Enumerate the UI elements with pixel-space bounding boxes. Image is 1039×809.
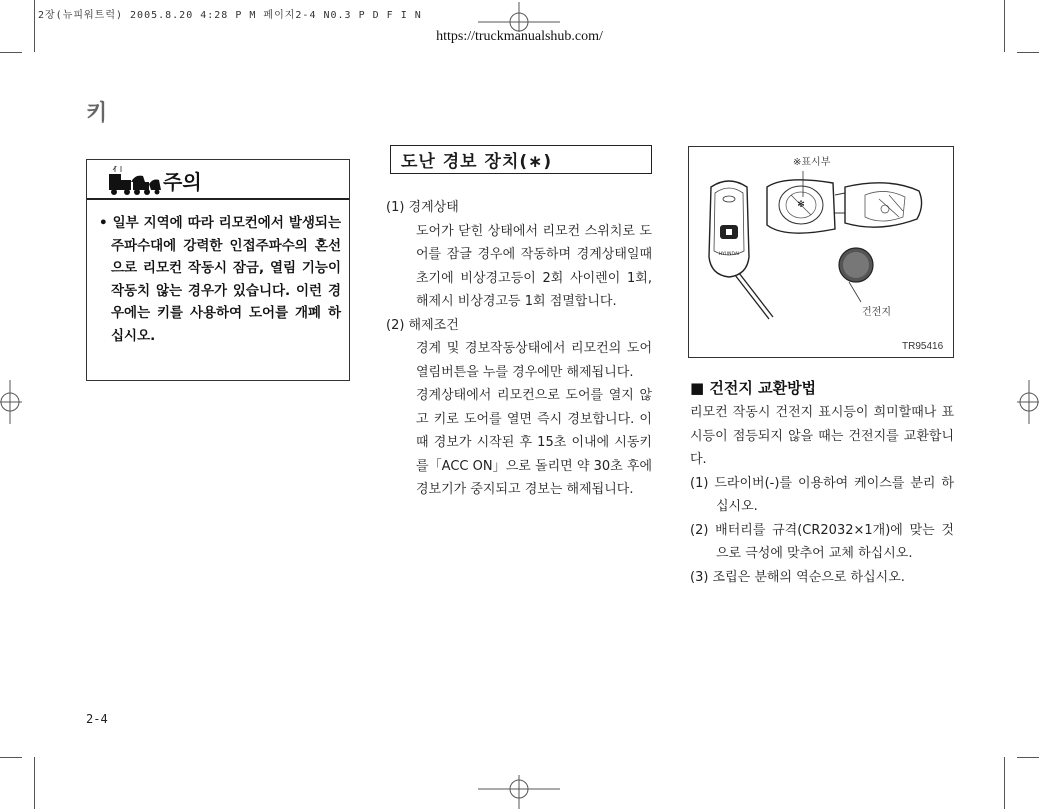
print-meta: 2장(뉴피워트럭) 2005.8.20 4:28 P M 페이지2-4 N0.3 P D F I N (38, 10, 422, 21)
alarm-item-text: 경계 및 경보작동상태에서 리모컨의 도어 열림버튼을 누를 경우에만 해제됩니다. (416, 341, 652, 380)
battery-replace-title: ■ 건전지 교환방법 (690, 379, 817, 397)
caution-text (99, 212, 341, 348)
crop-mark (34, 757, 35, 809)
indicator-label: ※표시부 (793, 157, 831, 168)
crop-mark (0, 52, 22, 53)
remote-key-illustration (689, 147, 953, 357)
alarm-item-label: (2) 해제조건 (386, 317, 459, 333)
battery-replace-step: (2) 배터리를 규격(CR2032×1개)에 맞는 것으로 극성에 맞추어 교체 하십시오. (690, 522, 954, 561)
registration-mark-bottom (478, 775, 560, 809)
source-url[interactable]: https://truckmanualshub.com/ (436, 29, 603, 44)
battery-replace-step: (3) 조립은 분해의 역순으로 하십시오. (690, 569, 905, 585)
caution-box (86, 159, 350, 381)
alarm-item-text: 도어가 닫힌 상태에서 리모컨 스위치로 도어를 잠글 경우에 작동하며 경계상태일때 초기에 비상경고등이 2회 사이렌이 1회, 해제시 비상경고등 1회 점멸합니다. (416, 223, 652, 309)
svg-text:✻: ✻ (797, 200, 805, 210)
registration-mark-right (1017, 380, 1039, 424)
alarm-item-text: 경계상태에서 리모컨으로 도어를 열지 않고 키로 도어를 열면 즉시 경보합니다. 이때 경보가 시작된 후 15초 이내에 시동키를「ACC ON」으로 돌리면 약 30초 후에 경보기가 중지되고 경보는 해제됩니다. (416, 388, 652, 497)
remote-key-figure (688, 146, 954, 358)
page-number: 2-4 (86, 712, 108, 726)
battery-replace-step: (1) 드라이버(-)를 이용하여 케이스를 분리 하십시오. (690, 475, 954, 514)
caution-title: 주의 (163, 170, 202, 194)
registration-mark-left (0, 380, 22, 424)
battery-replace-body (690, 401, 954, 589)
caution-vehicles-icon (107, 166, 163, 196)
battery-replace-intro: 리모컨 작동시 건전지 표시등이 희미할때나 표시등이 점등되지 않을 때는 건전지를 교환합니다. (690, 405, 954, 467)
section-title: 키 (86, 101, 108, 126)
theft-alarm-body (386, 196, 652, 502)
caution-message: 일부 지역에 따라 리모컨에서 발생되는 주파수대에 강력한 인접주파수의 혼선으로 리모컨 작동시 잠금, 열림 기능이 작동치 않는 경우가 있습니다. 이런 경우에는 키를 사용하여 도어를 개폐 하십시오. (111, 215, 341, 344)
brand-mark: HYUNDAI (718, 252, 740, 257)
crop-mark (1004, 757, 1005, 809)
bullet-glyph: • (99, 215, 108, 231)
caution-header (87, 160, 349, 200)
registration-mark-top (478, 2, 560, 32)
crop-mark (1017, 52, 1039, 53)
battery-label: 건전지 (862, 307, 891, 318)
figure-code: TR95416 (902, 341, 944, 352)
alarm-item-label: (1) 경계상태 (386, 200, 459, 215)
theft-alarm-title-box (390, 145, 652, 174)
crop-mark (0, 757, 22, 758)
theft-alarm-title: 도난 경보 장치(∗) (401, 152, 553, 172)
crop-mark (1017, 757, 1039, 758)
